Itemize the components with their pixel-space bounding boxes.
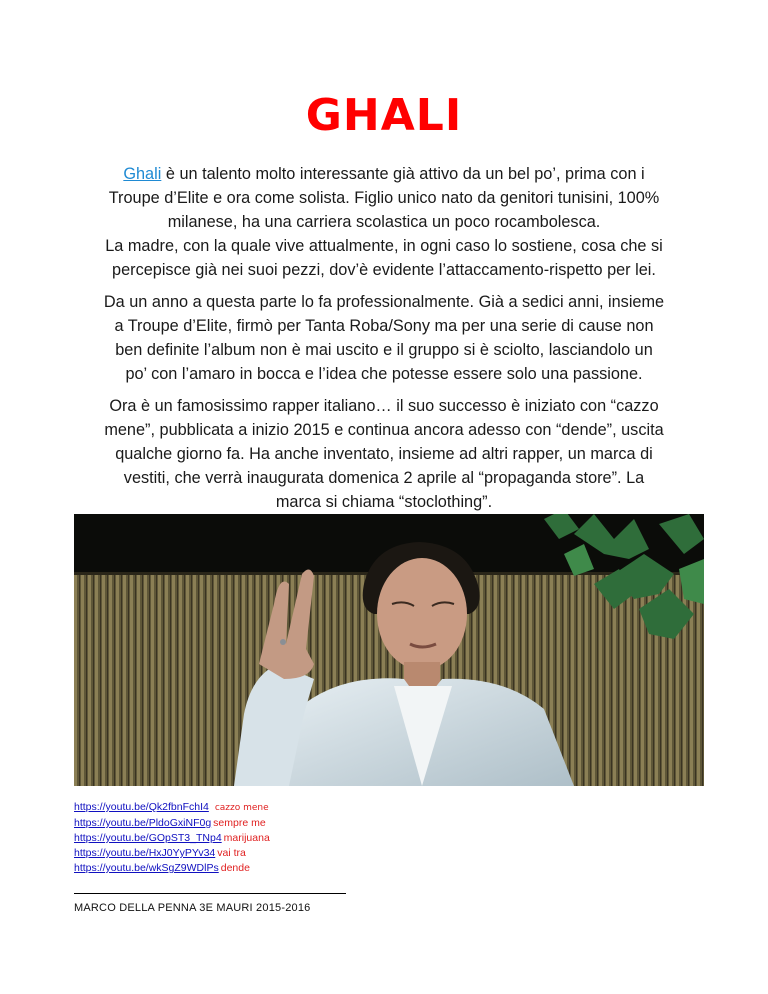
paragraph-line: Ghali è un talento molto interessante già attivo da un bel po’, prima con i [123,165,645,183]
success-paragraph [64,394,704,514]
paragraph-line: a Troupe d’Elite, firmò per Tanta Roba/Sony ma per una serie di cause non [114,317,654,335]
artist-photo [74,514,704,786]
video-link[interactable]: https://youtu.be/wkSgZ9WDlPs [74,862,219,874]
career-paragraph [64,290,704,386]
list-item [74,831,474,846]
ghali-link[interactable]: Ghali [123,165,162,183]
paragraph-line: Ora è un famosissimo rapper italiano… il suo successo è iniziato con “cazzo [109,397,659,415]
video-title: marijuana [223,832,270,844]
list-item [74,800,474,816]
video-title: dende [220,862,250,874]
video-link[interactable]: https://youtu.be/GOpST3_TNp4 [74,832,222,844]
paragraph-line: Troupe d’Elite e ora come solista. Figlio unico nato da genitori tunisini, 100% [108,189,660,207]
intro-paragraph [64,162,704,282]
paragraph-line: milanese, ha una carriera scolastica un poco rocambolesca. [167,213,601,231]
video-link[interactable]: https://youtu.be/HxJ0YyPYv34 [74,847,216,859]
video-link[interactable]: https://youtu.be/PldoGxiNF0g [74,817,212,829]
video-title: cazzo mene [214,803,269,813]
video-title: vai tra [217,847,246,859]
page-title: GHALI [305,90,463,141]
paragraph-line: qualche giorno fa. Ha anche inventato, insieme ad altri rapper, un marca di [115,445,653,463]
video-link[interactable]: https://youtu.be/Qk2fbnFchI4 [74,801,209,813]
paragraph-line: po’ con l’amaro in bocca e l’idea che potesse essere solo una passione. [125,365,643,383]
paragraph-line: percepisce già nei suoi pezzi, dov’è evidente l’attaccamento-rispetto per lei. [112,261,656,279]
list-item [74,861,474,876]
footer-divider [74,893,346,894]
footer-author: MARCO DELLA PENNA 3E MAURI 2015-2016 [74,902,311,914]
list-item [74,846,474,861]
paragraph-line: vestiti, che verrà inaugurata domenica 2 aprile al “propaganda store”. La [123,469,645,487]
artist-photo-illustration [74,514,704,786]
paragraph-line: marca si chiama “stoclothing”. [275,493,493,511]
list-item [74,816,474,831]
paragraph-line: ben definite l’album non è mai uscito e il gruppo si è sciolto, lasciandolo un [115,341,653,359]
video-title: sempre me [213,817,266,829]
paragraph-line: mene”, pubblicata a inizio 2015 e continua ancora adesso con “dende”, uscita [104,421,664,439]
video-links-list [74,800,474,876]
paragraph-line: La madre, con la quale vive attualmente, in ogni caso lo sostiene, cosa che si [105,237,663,255]
paragraph-line: Da un anno a questa parte lo fa professionalmente. Già a sedici anni, insieme [103,293,665,311]
